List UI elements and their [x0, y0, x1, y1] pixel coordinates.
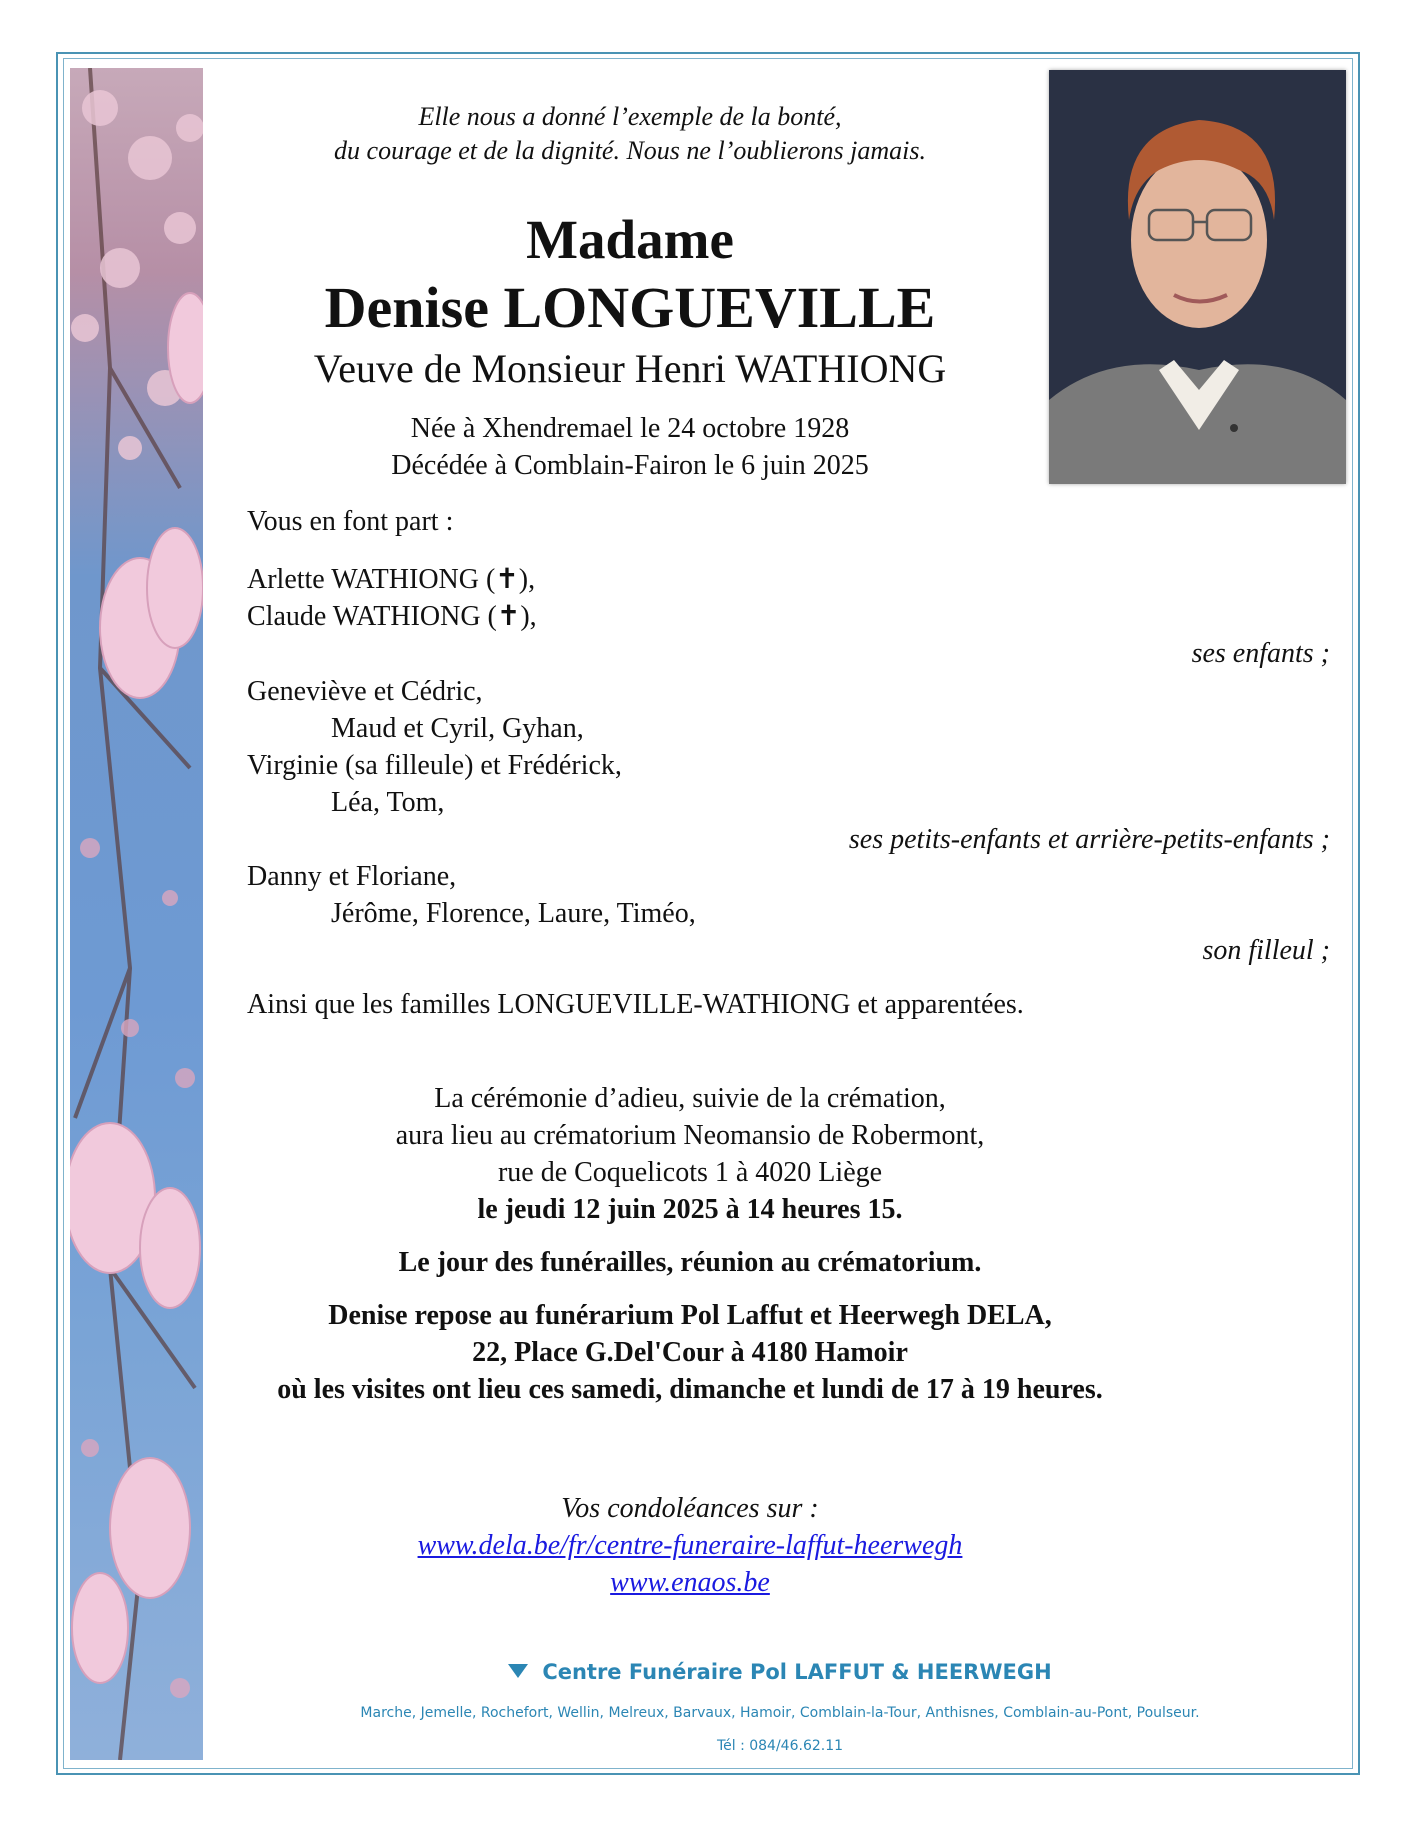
- condolences-link-dela[interactable]: www.dela.be/fr/centre-funeraire-laffut-heerwegh: [417, 1530, 963, 1561]
- footer-tel: Tél : 084/46.62.11: [716, 1738, 844, 1754]
- godchild-line-1: Danny et Floriane,: [247, 861, 457, 892]
- godchild-line-2: Jérôme, Florence, Laure, Timéo,: [331, 898, 696, 929]
- godchild-label: son filleul ;: [1202, 935, 1330, 966]
- intro-line: Vous en font part :: [247, 506, 454, 537]
- grandchild-line-3: Virginie (sa filleule) et Frédérick,: [247, 750, 622, 781]
- epitaph-line-2: du courage et de la dignité. Nous ne l’oublierons jamais.: [334, 136, 926, 165]
- child-2: Claude WATHIONG (✝),: [247, 601, 537, 632]
- magnolia-image-strip: [70, 68, 203, 1760]
- portrait-photo: [1049, 70, 1346, 484]
- ceremony-datetime: le jeudi 12 juin 2025 à 14 heures 15.: [477, 1194, 903, 1225]
- grandchild-line-4: Léa, Tom,: [331, 787, 445, 818]
- life-dates: [230, 410, 1030, 484]
- ceremony-line-2: aura lieu au crématorium Neomansio de Robermont,: [395, 1120, 985, 1151]
- deceased-name: Denise LONGUEVILLE: [324, 275, 936, 340]
- condolences-label: Vos condoléances sur :: [561, 1493, 819, 1524]
- condolences-block: [300, 1490, 1080, 1601]
- spouse-line: Veuve de Monsieur Henri WATHIONG: [313, 346, 947, 391]
- repose-line-1: Denise repose au funérarium Pol Laffut et Heerwegh DELA,: [328, 1300, 1052, 1331]
- ceremony-block: [277, 1080, 1103, 1408]
- footer-towns: Marche, Jemelle, Rochefort, Wellin, Melreux, Barvaux, Hamoir, Comblain-la-Tour, Anthisnes, Comblain-au-Pont, Poulseur.: [360, 1705, 1200, 1721]
- footer-company: [210, 1660, 1350, 1684]
- grandchild-line-2: Maud et Cyril, Gyhan,: [331, 713, 584, 744]
- epitaph: [230, 100, 1030, 168]
- birth-line: Née à Xhendremael le 24 octobre 1928: [410, 413, 850, 444]
- families-line: Ainsi que les familles LONGUEVILLE-WATHIONG et apparentées.: [247, 989, 1024, 1020]
- epitaph-line-1: Elle nous a donné l’exemple de la bonté,: [418, 102, 842, 131]
- child-1: Arlette WATHIONG (✝),: [247, 564, 536, 595]
- grandchild-line-1: Geneviève et Cédric,: [247, 676, 483, 707]
- grandchildren-label: ses petits-enfants et arrière-petits-enfants ;: [848, 824, 1330, 855]
- gathering-note: Le jour des funérailles, réunion au crématorium.: [398, 1247, 982, 1278]
- repose-line-2: 22, Place G.Del'Cour à 4180 Hamoir: [472, 1337, 908, 1368]
- footer-company-name: Centre Funéraire Pol LAFFUT & HEERWEGH: [542, 1660, 1052, 1684]
- honorific: Madame: [526, 209, 734, 270]
- condolences-link-enaos[interactable]: www.enaos.be: [610, 1567, 770, 1598]
- triangle-down-icon: [508, 1664, 528, 1678]
- repose-line-3: où les visites ont lieu ces samedi, dimanche et lundi de 17 à 19 heures.: [277, 1374, 1103, 1405]
- death-line: Décédée à Comblain-Fairon le 6 juin 2025: [391, 450, 869, 481]
- children-label: ses enfants ;: [1191, 638, 1330, 669]
- ceremony-line-1: La cérémonie d’adieu, suivie de la crémation,: [434, 1083, 946, 1114]
- ceremony-address: rue de Coquelicots 1 à 4020 Liège: [497, 1157, 883, 1188]
